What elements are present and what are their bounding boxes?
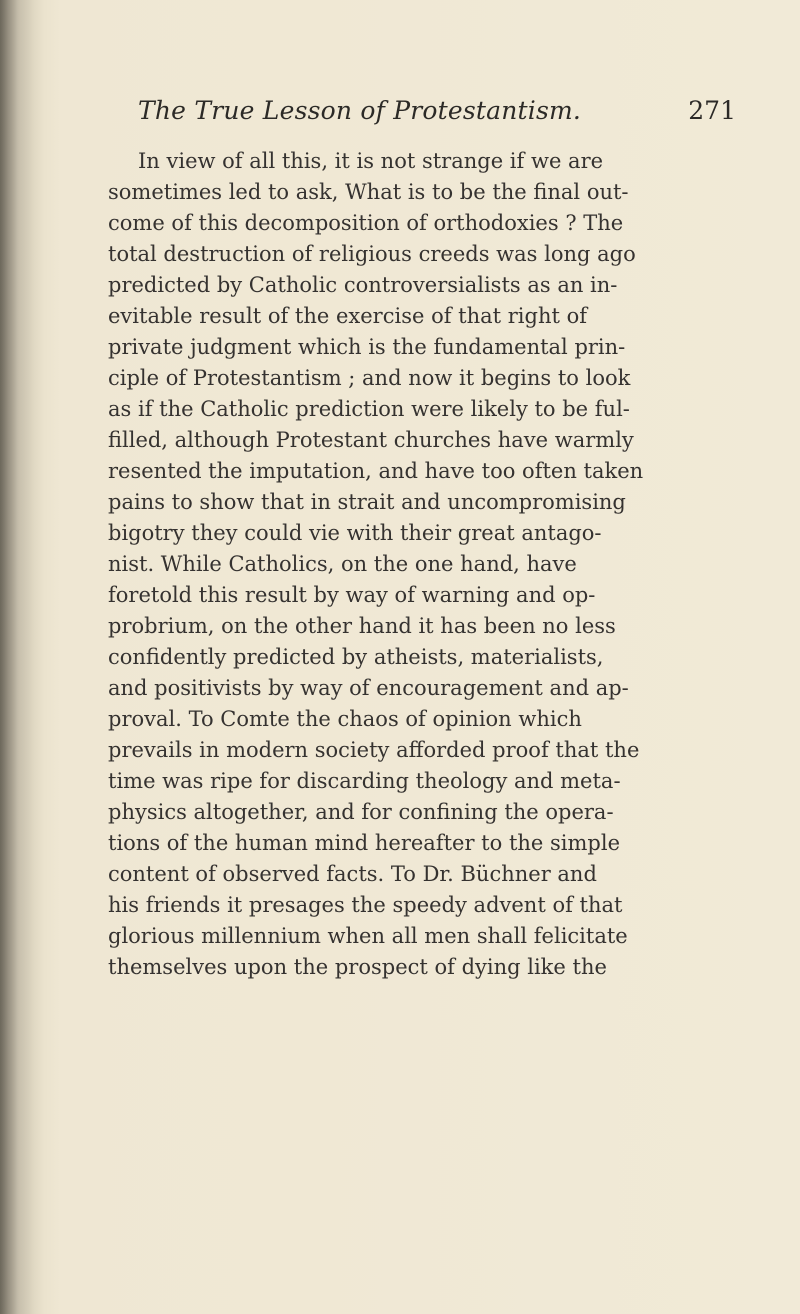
text-line: filled, although Protestant churches have warmly xyxy=(108,428,634,452)
body-text xyxy=(108,146,736,983)
text-line: nist. While Catholics, on the one hand, have xyxy=(108,552,577,576)
text-line: glorious millennium when all men shall felicitate xyxy=(108,924,628,948)
text-line: resented the imputation, and have too often taken xyxy=(108,459,644,483)
text-line: physics altogether, and for confining the opera- xyxy=(108,800,614,824)
text-line: confidently predicted by atheists, materialists, xyxy=(108,645,604,669)
text-line: predicted by Catholic controversialists as an in- xyxy=(108,273,618,297)
text-line: themselves upon the prospect of dying like the xyxy=(108,955,607,979)
running-head xyxy=(138,96,736,136)
text-line: evitable result of the exercise of that right of xyxy=(108,304,588,328)
text-line: tions of the human mind hereafter to the simple xyxy=(108,831,620,855)
spine-shadow xyxy=(0,0,44,1314)
text-line: ciple of Protestantism ; and now it begins to look xyxy=(108,366,631,390)
text-line: private judgment which is the fundamental prin- xyxy=(108,335,626,359)
text-line: In view of all this, it is not strange if we are xyxy=(138,149,604,173)
text-line: and positivists by way of encouragement and ap- xyxy=(108,676,629,700)
text-line: pains to show that in strait and uncompromising xyxy=(108,490,626,514)
text-line: come of this decomposition of orthodoxies ? The xyxy=(108,211,624,235)
text-line: prevails in modern society afforded proof that the xyxy=(108,738,640,762)
text-line: sometimes led to ask, What is to be the final out- xyxy=(108,180,629,204)
text-line: probrium, on the other hand it has been no less xyxy=(108,614,616,638)
text-line: time was ripe for discarding theology and meta- xyxy=(108,769,621,793)
running-title: The True Lesson of Protestantism. xyxy=(138,96,582,125)
text-line: total destruction of religious creeds was long ago xyxy=(108,242,636,266)
text-line: as if the Catholic prediction were likely to be ful- xyxy=(108,397,630,421)
text-line: his friends it presages the speedy advent of that xyxy=(108,893,623,917)
text-line: proval. To Comte the chaos of opinion which xyxy=(108,707,582,731)
text-line: foretold this result by way of warning and op- xyxy=(108,583,596,607)
text-line: content of observed facts. To Dr. Büchner and xyxy=(108,862,597,886)
text-line: bigotry they could vie with their great antago- xyxy=(108,521,602,545)
page-number: 271 xyxy=(688,96,736,125)
